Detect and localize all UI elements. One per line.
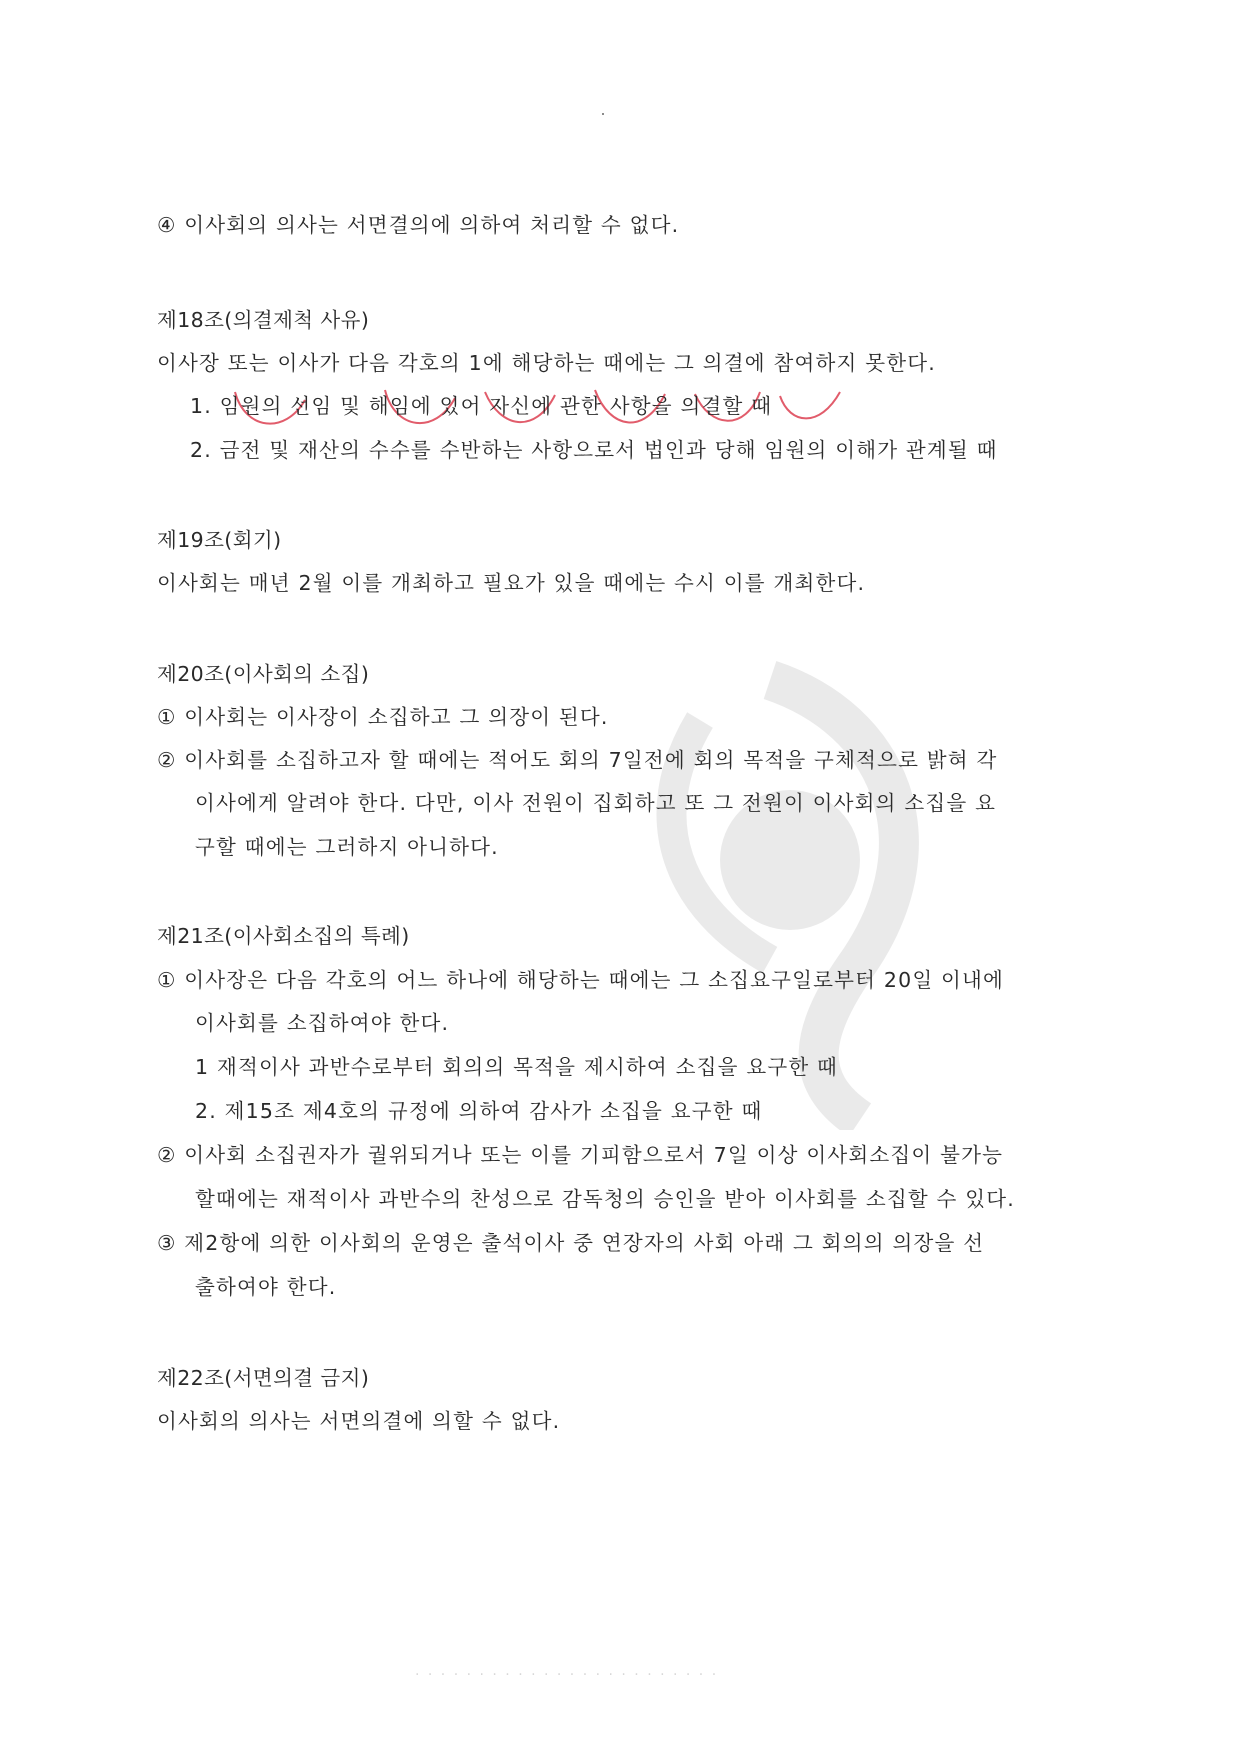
list-item: ① 이사장은 다음 각호의 어느 하나에 해당하는 때에는 그 소집요구일로부터 20일 이내에 — [157, 968, 1005, 992]
paragraph-line: 이사회의 의사는 서면의결에 의할 수 없다. — [157, 1409, 561, 1433]
list-item: ② 이사회를 소집하고자 할 때에는 적어도 회의 7일전에 회의 목적을 구체적으로 밝혀 각 — [157, 748, 998, 772]
list-item: 2. 금전 및 재산의 수수를 수반하는 사항으로서 법인과 당해 임원의 이해가 관계될 때 — [190, 438, 998, 462]
paragraph-line: 이사에게 알려야 한다. 다만, 이사 전원이 집회하고 또 그 전원이 이사회의 소집을 요 — [195, 791, 997, 815]
list-item: 1. 임원의 선임 및 해임에 있어 자신에 관한 사항을 의결할 때 — [190, 394, 773, 418]
article-heading: 제20조(이사회의 소집) — [157, 662, 370, 686]
article-heading: 제18조(의결제척 사유) — [157, 308, 370, 332]
article-heading: 제19조(회기) — [157, 528, 282, 552]
list-item: ③ 제2항에 의한 이사회의 운영은 출석이사 중 연장자의 사회 아래 그 회의의 의장을 선 — [157, 1231, 985, 1255]
article-heading: 제22조(서면의결 금지) — [157, 1366, 370, 1390]
paragraph-line: 이사회는 매년 2월 이를 개최하고 필요가 있을 때에는 수시 이를 개최한다. — [157, 571, 866, 595]
list-item: 1 재적이사 과반수로부터 회의의 목적을 제시하여 소집을 요구한 때 — [195, 1055, 839, 1079]
paragraph-line: ④ 이사회의 의사는 서면결의에 의하여 처리할 수 없다. — [157, 213, 680, 237]
paragraph-line: 이사장 또는 이사가 다음 각호의 1에 해당하는 때에는 그 의결에 참여하지 못한다. — [157, 351, 936, 375]
list-item: ① 이사회는 이사장이 소집하고 그 의장이 된다. — [157, 705, 609, 729]
scan-specks — [600, 105, 620, 124]
paragraph-line: 구할 때에는 그러하지 아니하다. — [195, 835, 499, 859]
faded-footer-watermark: · · · · · · · · · · · · · · · · · · · · · · · · — [415, 1667, 719, 1683]
paragraph-line: 할때에는 재적이사 과반수의 찬성으로 감독청의 승인을 받아 이사회를 소집할 수 있다. — [195, 1187, 1015, 1211]
paragraph-line: 이사회를 소집하여야 한다. — [195, 1011, 450, 1035]
article-heading: 제21조(이사회소집의 특례) — [157, 924, 410, 948]
paragraph-line: 출하여야 한다. — [195, 1275, 337, 1299]
list-item: 2. 제15조 제4호의 규정에 의하여 감사가 소집을 요구한 때 — [195, 1099, 763, 1123]
list-item: ② 이사회 소집권자가 궐위되거나 또는 이를 기피함으로서 7일 이상 이사회소집이 불가능 — [157, 1143, 1004, 1167]
